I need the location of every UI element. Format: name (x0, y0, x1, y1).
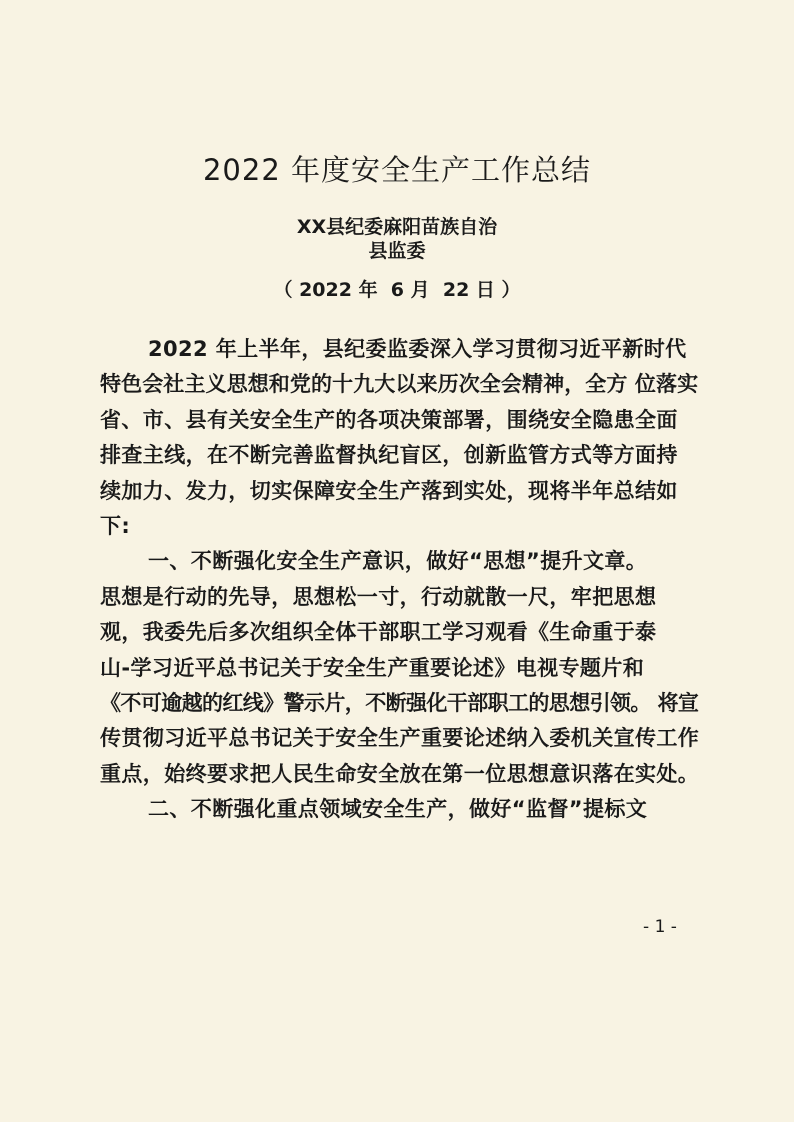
page-number: - 1 - (643, 917, 677, 937)
section-heading: 二、不断强化重点领域安全生产，做好“监督”提标文 (148, 797, 648, 822)
document-date: （ 2022 年 6 月 22 日 ） (273, 279, 521, 301)
body-line: 2022 年上半年，县纪委监委深入学习贯彻习近平新时代 (148, 337, 687, 361)
section-heading: 一、不断强化安全生产意识，做好“思想”提升文章。 (148, 549, 648, 574)
body-line: 排查主线，在不断完善监督执纪盲区，创新监管方式等方面持 (100, 443, 678, 468)
body-line: 特色会社主义思想和党的十九大以来历次全会精神，全方 位落实 (100, 372, 699, 397)
body-line: 思想是行动的先导，思想松一寸，行动就散一尺，牢把思想 (100, 584, 657, 609)
organization-line: 县监委 (368, 240, 426, 262)
body-line: 传贯彻习近平总书记关于安全生产重要论述纳入委机关宣传工作 (100, 726, 700, 751)
body-line: 重点，始终要求把人民生命安全放在第一位思想意识落在实处。 (100, 761, 700, 786)
document-body (100, 332, 700, 827)
body-line: 观，我委先后多次组织全体干部职工学习观看《生命重于泰 (100, 620, 657, 645)
body-line: 山-学习近平总书记关于安全生产重要论述》电视专题片和 (100, 655, 645, 680)
organization-line: XX县纪委麻阳苗族自治 (296, 216, 498, 238)
body-line: 下: (100, 513, 131, 538)
body-line: 续加力、发力，切实保障安全生产落到实处，现将半年总结如 (100, 478, 678, 503)
body-line: 《不可逾越的红线》警示片，不断强化干部职工的思想引领。 将宣 (100, 690, 699, 715)
document-title: 2022 年度安全生产工作总结 (202, 153, 592, 187)
body-line: 省、市、县有关安全生产的各项决策部署，围绕安全隐患全面 (100, 407, 678, 432)
issuing-organization (0, 215, 794, 263)
